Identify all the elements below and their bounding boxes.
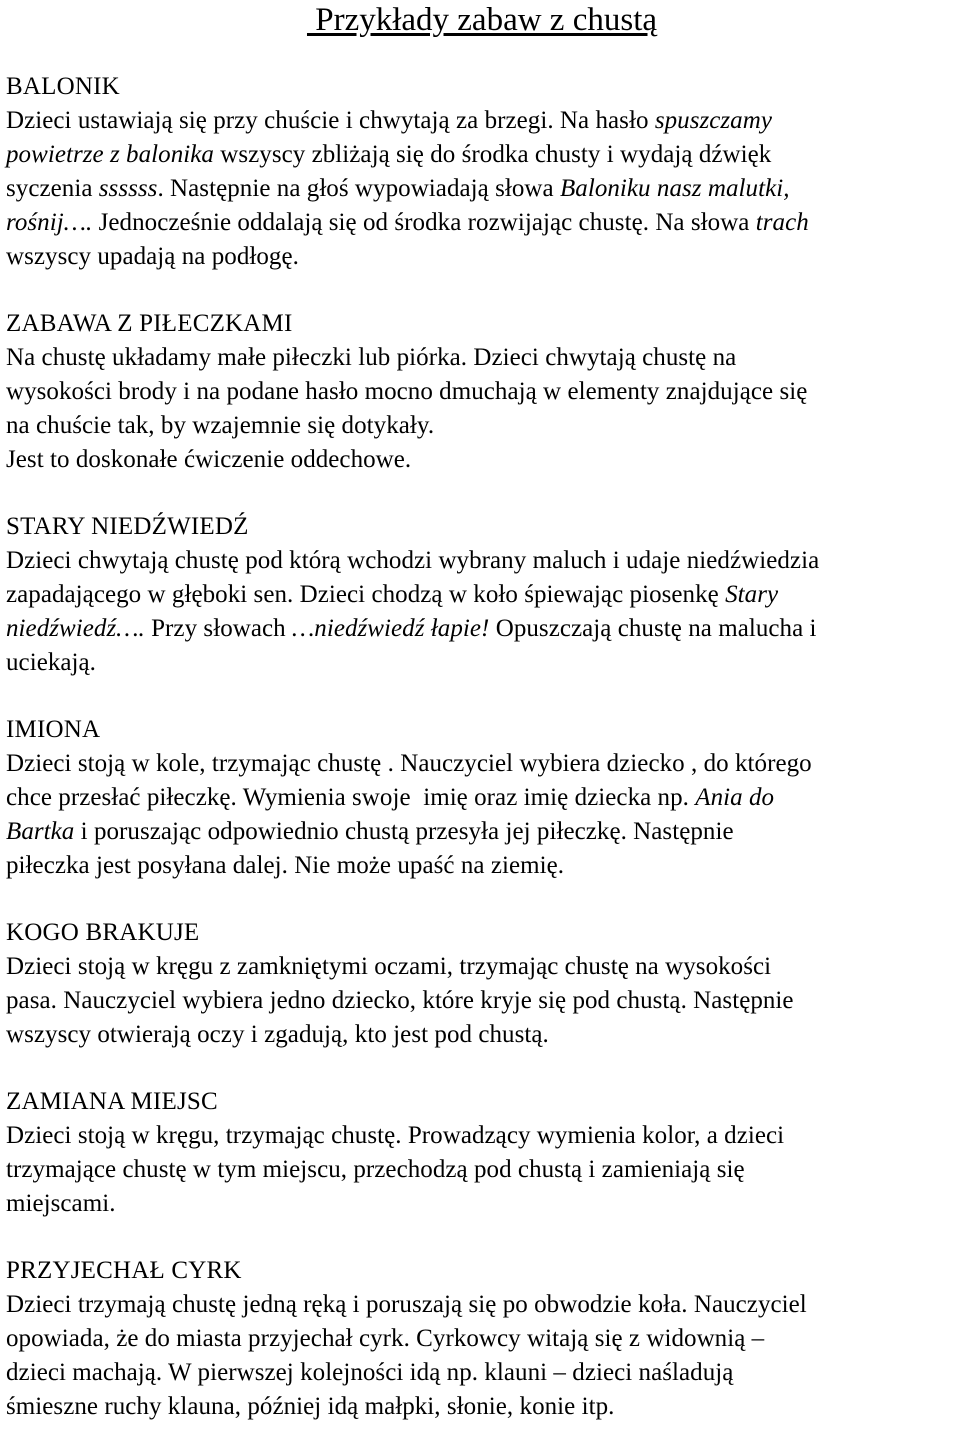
text-line	[6, 240, 958, 274]
section-heading: IMIONA	[6, 716, 101, 743]
text-line	[6, 375, 958, 409]
text-line	[6, 206, 958, 240]
italic-text: Baloniku nasz malutki,	[559, 175, 790, 202]
text-line	[6, 1187, 958, 1221]
text-line	[6, 849, 958, 883]
italic-text: …niedźwiedź łapie!	[292, 615, 490, 642]
section-body	[6, 950, 958, 1052]
text-line	[6, 409, 958, 443]
section-heading: BALONIK	[6, 73, 120, 100]
italic-text: Ania do	[695, 784, 775, 811]
section-heading: ZABAWA Z PIŁECZKAMI	[6, 310, 293, 337]
text-run: Dzieci trzymają chustę jedną ręką i poruszają się po obwodzie koła. Nauczyciel	[6, 1291, 807, 1318]
text-run: Opuszczają chustę na malucha i	[489, 615, 817, 642]
text-line	[6, 1356, 958, 1390]
text-line	[6, 646, 958, 680]
text-line	[6, 950, 958, 984]
text-line	[6, 1288, 958, 1322]
document-title: Przykłady zabaw z chustą	[306, 2, 658, 38]
text-line	[6, 104, 958, 138]
section-body	[6, 104, 958, 274]
text-run: dzieci machają. W pierwszej kolejności idą np. klauni – dzieci naśladują	[6, 1359, 734, 1386]
italic-text: niedźwiedź….	[6, 615, 145, 642]
document-page	[6, 0, 958, 1424]
section-heading: ZAMIANA MIEJSC	[6, 1088, 218, 1115]
section-heading: STARY NIEDŹWIEDŹ	[6, 513, 249, 540]
text-line	[6, 138, 958, 172]
italic-text: trach	[755, 209, 809, 236]
text-run: Dzieci chwytają chustę pod którą wchodzi wybrany maluch i udaje niedźwiedzia	[6, 547, 820, 574]
italic-text: Stary	[725, 581, 779, 608]
text-line	[6, 172, 958, 206]
section-body	[6, 1119, 958, 1221]
text-run: pasa. Nauczyciel wybiera jedno dziecko, które kryje się pod chustą. Następnie	[6, 987, 794, 1014]
text-line	[6, 781, 958, 815]
text-run: piłeczka jest posyłana dalej. Nie może upaść na ziemię.	[6, 852, 565, 879]
text-run: Przy słowach	[144, 615, 292, 642]
text-run: chce przesłać piłeczkę. Wymienia swoje imię oraz imię dziecka np.	[6, 784, 696, 811]
text-run: Na chustę układamy małe piłeczki lub piórka. Dzieci chwytają chustę na	[6, 344, 737, 371]
section-body	[6, 341, 958, 477]
text-run: Dzieci ustawiają się przy chuście i chwytają za brzegi. Na hasło	[6, 107, 655, 134]
text-run: opowiada, że do miasta przyjechał cyrk. Cyrkowcy witają się z widownią –	[6, 1325, 765, 1352]
text-run: wszyscy zbliżają się do środka chusty i wydają dźwięk	[213, 141, 772, 168]
section-kogo-brakuje	[6, 916, 958, 1052]
italic-text: rośnij….	[6, 209, 93, 236]
section-heading: KOGO BRAKUJE	[6, 919, 200, 946]
text-line	[6, 1390, 958, 1424]
italic-text: ssssss	[98, 175, 158, 202]
section-zamiana-miejsc	[6, 1085, 958, 1221]
text-run: Jednocześnie oddalają się od środka rozwijając chustę. Na słowa	[92, 209, 756, 236]
text-line	[6, 747, 958, 781]
text-run: Dzieci stoją w kole, trzymając chustę . Nauczyciel wybiera dziecko , do którego	[6, 750, 812, 777]
text-run: i poruszając odpowiednio chustą przesyła jej piłeczkę. Następnie	[74, 818, 734, 845]
text-run: wysokości brody i na podane hasło mocno dmuchają w elementy znajdujące się	[6, 378, 808, 405]
text-line	[6, 815, 958, 849]
section-body	[6, 747, 958, 883]
section-body	[6, 1288, 958, 1424]
section-zabawa-z-pileczkami	[6, 307, 958, 477]
text-run: Dzieci stoją w kręgu z zamkniętymi oczami, trzymając chustę na wysokości	[6, 953, 772, 980]
text-run: miejscami.	[6, 1190, 116, 1217]
text-run: Dzieci stoją w kręgu, trzymając chustę. Prowadzący wymienia kolor, a dzieci	[6, 1122, 785, 1149]
italic-text: spuszczamy	[654, 107, 772, 134]
section-body	[6, 544, 958, 680]
text-run: . Następnie na głoś wypowiadają słowa	[157, 175, 560, 202]
section-balonik	[6, 70, 958, 274]
text-line	[6, 1018, 958, 1052]
text-line	[6, 1322, 958, 1356]
text-line	[6, 578, 958, 612]
text-line	[6, 544, 958, 578]
italic-text: Bartka	[6, 818, 75, 845]
text-run: trzymające chustę w tym miejscu, przechodzą pod chustą i zamieniają się	[6, 1156, 745, 1183]
text-run: śmieszne ruchy klauna, później idą małpki, słonie, konie itp.	[6, 1393, 615, 1420]
italic-text: powietrze z balonika	[6, 141, 214, 168]
text-run: Jest to doskonałe ćwiczenie oddechowe.	[6, 446, 412, 473]
section-heading: PRZYJECHAŁ CYRK	[6, 1257, 242, 1284]
section-imiona	[6, 713, 958, 883]
text-line	[6, 1119, 958, 1153]
text-run: zapadającego w głęboki sen. Dzieci chodzą w koło śpiewając piosenkę	[6, 581, 726, 608]
section-przyjechal-cyrk	[6, 1254, 958, 1424]
text-line	[6, 341, 958, 375]
text-run: uciekają.	[6, 649, 96, 676]
text-run: syczenia	[6, 175, 99, 202]
text-run: wszyscy otwierają oczy i zgadują, kto jest pod chustą.	[6, 1021, 549, 1048]
text-line	[6, 1153, 958, 1187]
text-run: na chuście tak, by wzajemnie się dotykały.	[6, 412, 435, 439]
text-line	[6, 443, 958, 477]
text-line	[6, 984, 958, 1018]
section-stary-niedzwiedz	[6, 510, 958, 680]
text-line	[6, 612, 958, 646]
text-run: wszyscy upadają na podłogę.	[6, 243, 299, 270]
